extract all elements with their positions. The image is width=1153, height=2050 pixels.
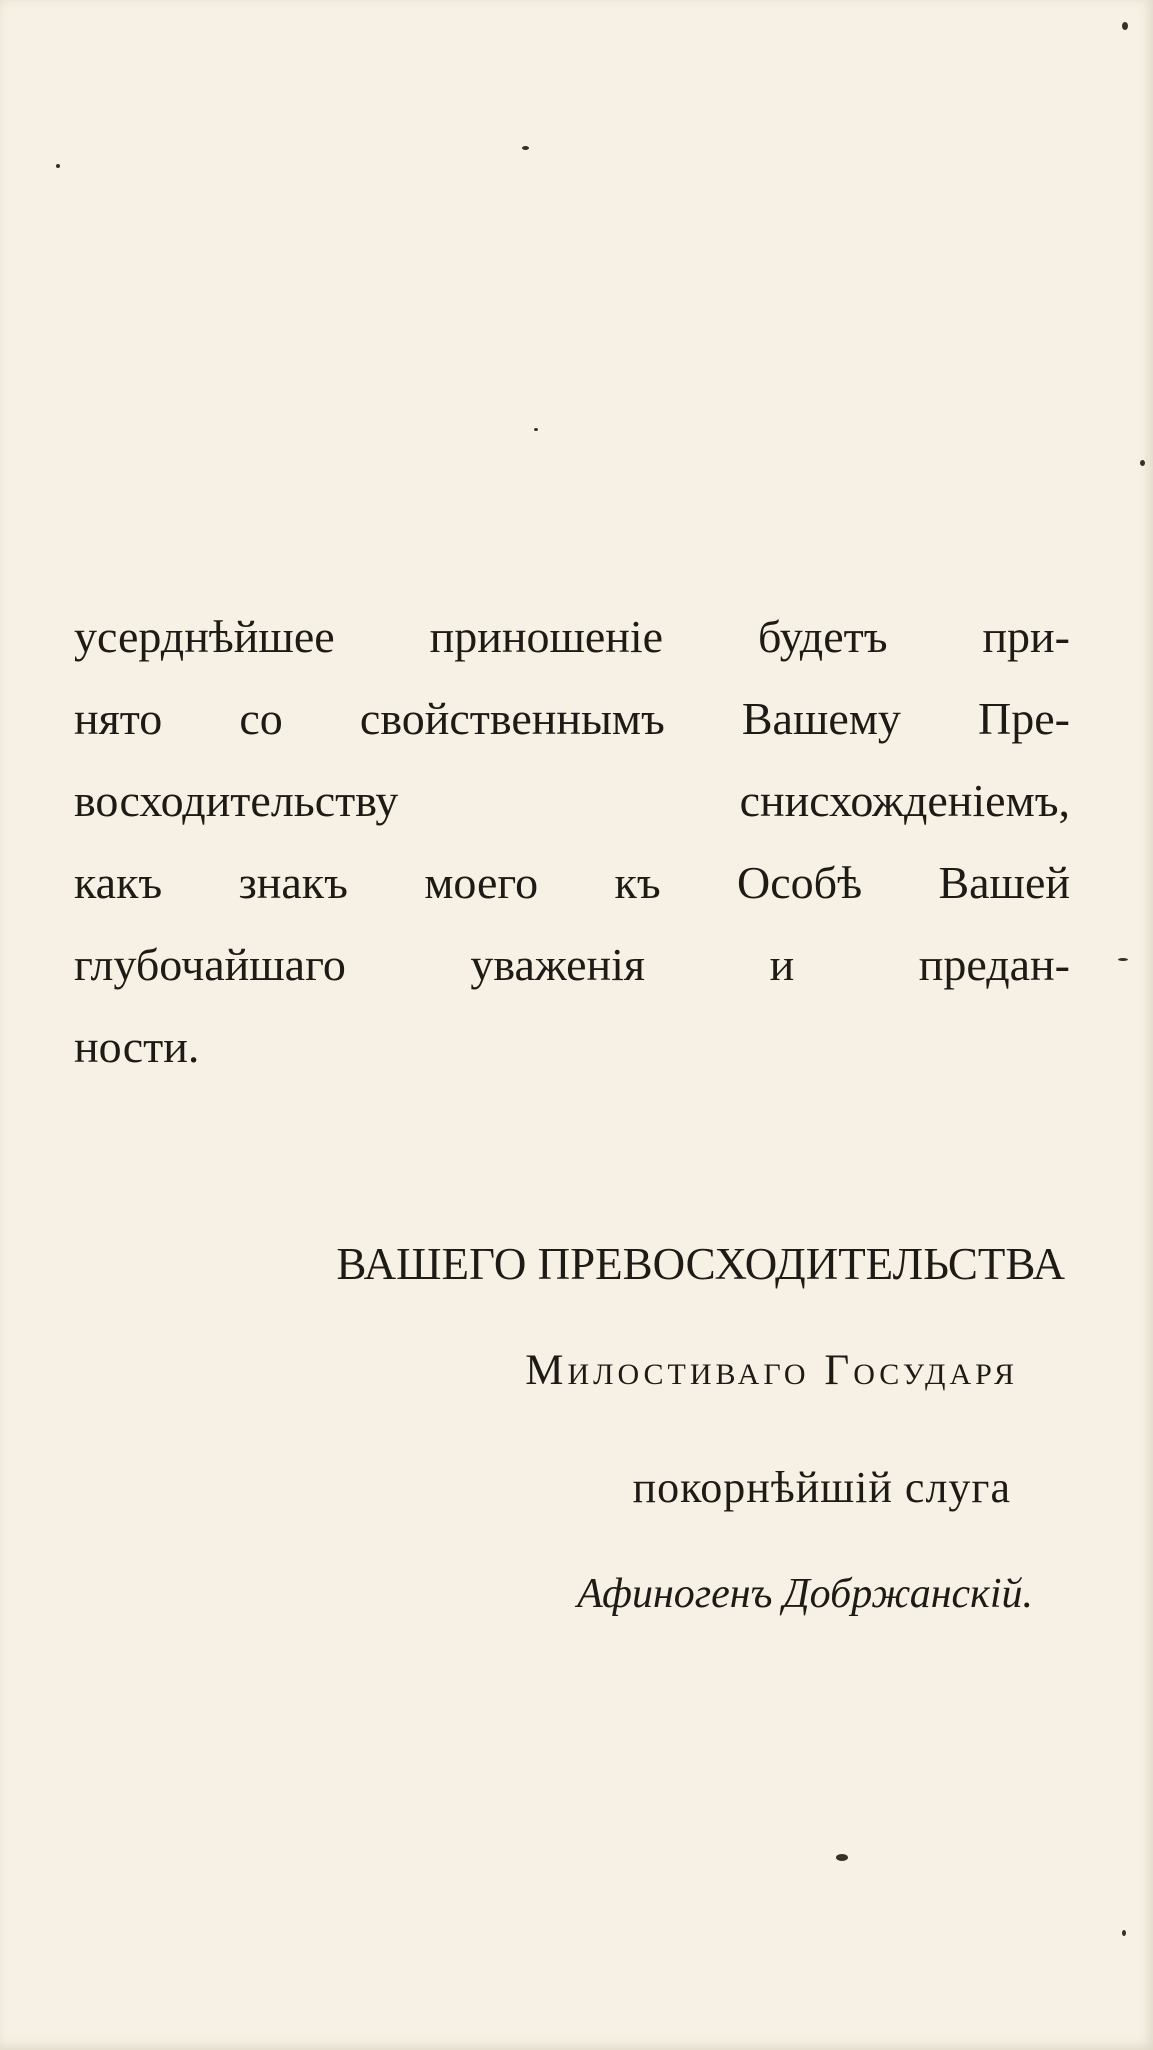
paper-speck [534,428,538,431]
paragraph-line: глубочайшаго уваженія и предан- [74,939,1070,990]
paper-speck [522,146,529,150]
paper-speck [836,1854,848,1861]
paper-speck [1118,958,1128,961]
dedication-paragraph [74,596,1070,1088]
paragraph-line: какъ знакъ моего къ Особѣ Вашей [74,857,1070,908]
paper-speck [56,164,60,168]
paper-speck [1122,22,1128,30]
paper-speck [1122,1930,1126,1936]
addressee-title: ВАШЕГО ПРЕВОСХОДИТЕЛЬСТВА [336,1239,1065,1289]
paragraph-line: усерднѣйшее приношеніе будетъ при- [74,611,1070,662]
paragraph-line: ности. [74,1021,200,1072]
paragraph-line: восходительству снисхожденіемъ, [74,775,1070,826]
signature: Афиногенъ Добржанскій. [577,1571,1033,1617]
sovereign-line: Милостиваго Государя [525,1347,1018,1394]
servant-line: покорнѣйшій слуга [632,1463,1011,1512]
paragraph-line: нято со свойственнымъ Вашему Пре- [74,693,1070,744]
paper-speck [1140,460,1145,466]
